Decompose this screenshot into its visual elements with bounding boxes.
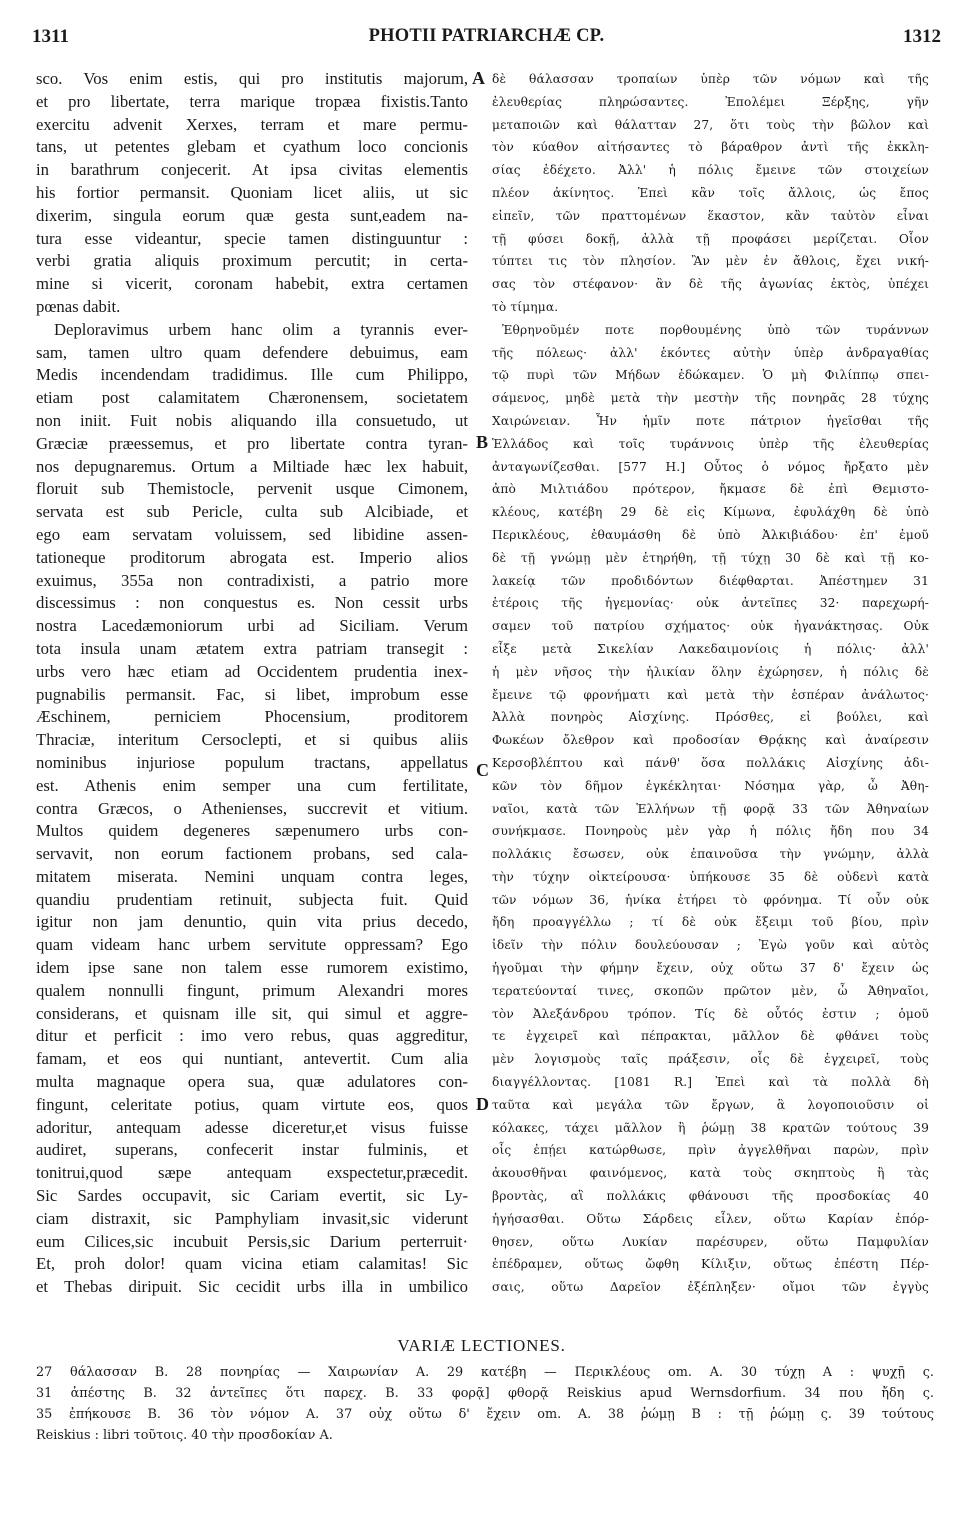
text-line: ἤδη προαγγέλλω ; τί δὲ οὐκ ἔξειμι τοῦ βίου, πρὶν xyxy=(492,915,929,930)
text-line: famam, et eos qui nuntiant, antevertit. Cum alia xyxy=(36,1049,468,1069)
text-line: est. Athenis enim semper una cum fertilitate, xyxy=(36,775,468,795)
text-line: nostra Lacedæmoniorum urbi ad Siciliam. Verum xyxy=(36,616,468,636)
text-line: dixerim, singula eorum quæ gesta sunt,eadem na- xyxy=(36,205,468,225)
text-line: audiret, superans, confecerit instar fulminis, et xyxy=(36,1140,468,1160)
page-header xyxy=(32,10,941,54)
text-line: βροντὰς, αἳ πολλάκις φθάνουσι τῆς προσδοκίας 40 xyxy=(492,1189,929,1204)
text-line: ἰδεῖν τὴν πόλιν δουλεύουσαν ; Ἐγὼ γοῦν καὶ αὐτὸς xyxy=(492,938,929,953)
text-line: his fortior permansit. Quoniam licet aliis, ut sic xyxy=(36,182,468,202)
text-line: Περικλέους, ἐθαυμάσθη δὲ ὑπὸ Ἀλκιβιάδου· ἐπ' ἐμοῦ xyxy=(492,527,929,542)
text-line: qualem nonnulli fingunt, primum Alexandri mores xyxy=(36,980,468,1000)
text-line: ἡγήσασθαι. Οὕτω Σάρδεις εἷλεν, οὕτω Καρίαν ἐπόρ- xyxy=(492,1211,929,1226)
text-line: συνήκμασε. Πονηροὺς μὲν γὰρ ἡ πόλις ἤδη που 34 xyxy=(492,824,929,839)
text-line: ἑτέροις τῆς ἡγεμονίας· οὐκ ἀντεῖπες 32· παρεχωρή- xyxy=(492,596,929,611)
text-line: fingunt, celeritate potius, quam virtute eos, quos xyxy=(36,1094,468,1114)
text-line: πολλάκις ἔσωσεν, οὐκ ἐπαινοῦσα τὴν γνώμην, ἀλλὰ xyxy=(492,847,929,862)
text-line: non iniit. Fuit nobis aliquando illa consuetudo, ut xyxy=(36,410,468,430)
text-line: μεταποιῶν καὶ θάλατταν 27, ὅτι τοὺς τὴν βῶλον καὶ xyxy=(492,117,929,132)
text-line: exuimus, 355a non contradixisti, a patrio more xyxy=(36,570,468,590)
running-title: PHOTII PATRIARCHÆ CP. xyxy=(368,26,605,46)
text-line: ἀπὸ Μιλτιάδου πρότερον, ἤκμασε δὲ ἐπὶ Θεμιστο- xyxy=(492,482,929,497)
text-line: Ἑλλάδος καὶ τοῖς τυράννοις ὑπὲρ τῆς ἐλευθερίας xyxy=(492,436,929,451)
text-line: Thraciæ, interitum Cersoclepti, et si quibus aliis xyxy=(36,730,468,750)
latin-column xyxy=(36,68,468,1299)
text-line: Medis incendendam tradidimus. Ille cum Philippo, xyxy=(36,365,468,385)
text-line: διαγγέλλοντας. [1081 R.] Ἐπεὶ καὶ τὰ πολλὰ δὴ xyxy=(492,1075,929,1090)
text-line: ἡγοῦμαι τὴν φήμην ἔχειν, οὐχ οὕτω 37 δ' ἔχειν ὡς xyxy=(492,961,929,976)
text-line: τὴν τύχην οἰκτείρουσα· ὑπήκουσε 35 δὲ οὐδενὶ κατὰ xyxy=(492,869,929,884)
text-line: ego eam servatam voluissem, sed libidine assen- xyxy=(36,524,468,544)
text-line: discessimus : non conquestus es. Non cessit urbs xyxy=(36,593,468,613)
text-line: Κερσοβλέπτου καὶ πάνθ' ὅσα πολλάκις Αἰσχίνης ἀδι- xyxy=(492,755,929,770)
text-line: considerans, et quisnam ille sit, qui simul et aggre- xyxy=(36,1003,468,1023)
text-line: θησεν, οὕτω Λυκίαν παρέσυρεν, οὕτω Παμφυλίαν xyxy=(492,1234,929,1249)
text-line: nos depugnaremus. Ortum a Miltiade hæc lex habuit, xyxy=(36,456,468,476)
text-line: τερατεύονταί τινες, σκοπῶν πρῶτον μὲν, ὦ Ἀθηναῖοι, xyxy=(492,983,929,998)
text-line: ἡ μὲν νῆσος τὴν ἡλικίαν ὅλην ἐχώρησεν, ἡ πόλις δὲ xyxy=(492,664,929,679)
text-line: nominibus injuriose populum tractans, appellatus xyxy=(36,752,468,772)
text-line: tota insula unam ætatem extra patriam transegit : xyxy=(36,638,468,658)
text-line: Reiskius : libri τοῦτοις. 40 τὴν προσδοκίαν A. xyxy=(36,1428,333,1443)
text-line: μὲν λογισμοὺς ταῖς πράξεσιν, οἷς δὲ ἐγχειρεῖ, τοὺς xyxy=(492,1052,929,1067)
text-line: servata est sub Pericle, culta sub Alcibiade, et xyxy=(36,502,468,522)
margin-marker-c: C xyxy=(476,760,489,780)
margin-marker-b: B xyxy=(476,432,489,452)
page-number-right: 1312 xyxy=(903,26,941,47)
text-line: tura esse videantur, specie tamen distinguuntur : xyxy=(36,228,468,248)
text-line: exercitu advenit Xerxes, terram et mare permu- xyxy=(36,114,468,134)
text-line: πλέον ἀκίνητος. Ἐπεὶ κἂν τοῖς ἄλλοις, ὡς ἔπος xyxy=(492,185,929,200)
variae-lectiones-heading: VARIÆ LECTIONES. xyxy=(397,1336,566,1355)
text-line: 31 ἀπέστης B. 32 ἀντεῖπες ὅτι παρεχ. B. 33 φορᾷ] φθορᾷ Reiskius apud Wernsdorfium. 34 που ἤδη ς. xyxy=(36,1386,934,1401)
text-line: in barathrum conjecerit. At ipsa civitas elementis xyxy=(36,160,468,180)
text-line: τύπτει τις τὸν πλησίον. Ἂν μὲν ἐν ἄθλοις, ἔχει νική- xyxy=(492,254,929,269)
text-line: τὸν Ἀλεξάνδρου τρόπον. Τίς δὲ οὗτός ἐστιν ; ὁμοῦ xyxy=(492,1006,929,1021)
text-line: ἐπέδραμεν, οὕτως ὤφθη Κίλιξιν, οὕτως ἐπέστη Πέρ- xyxy=(492,1257,929,1272)
text-line: Χαιρώνειαν. Ἦν ἡμῖν ποτε πάτριον ἡγεῖσθαι τῆς xyxy=(492,413,929,428)
text-line: κόλακες, τάχει μᾶλλον ἢ ῥώμῃ 38 κρατῶν τούτους 39 xyxy=(492,1120,929,1135)
page-number-left: 1311 xyxy=(32,26,69,47)
text-line: Et, proh dolor! quam vicina etiam calamitas! Sic xyxy=(36,1254,468,1274)
text-line: οἷς ἐπῄει κατώρθωσε, πρὶν ἀγγελθῆναι παρὼν, πρὶν xyxy=(492,1143,929,1158)
text-line: tans, ut petentes glebam et cyathum loco concionis xyxy=(36,137,468,157)
text-line: floruit sub Themistocle, pervenit usque Cimonem, xyxy=(36,479,468,499)
text-line: ἀκουσθῆναι φαινόμενος, κατὰ τοὺς σκηπτοὺς ἢ τὰς xyxy=(492,1166,929,1181)
text-line: quam videam hanc urbem servitute oppressam? Ego xyxy=(36,935,468,955)
text-line: κλέους, κατέβη 29 δὲ εἰς Κίμωνα, ἐφυλάχθη δὲ ὑπὸ xyxy=(492,505,929,520)
text-line: Æschinem, perniciem Phocensium, proditorem xyxy=(36,707,468,727)
text-line: ἔμεινε τῷ φρονήματι καὶ μετὰ τὴν ἑσπέραν ἀνάλωτος· xyxy=(492,687,929,702)
text-line: mitatem miserata. Nemini unquam contra leges, xyxy=(36,866,468,886)
text-line: σάμενος, μηδὲ μετὰ τὴν μεστὴν τῆς πονηρᾶς 28 τύχης xyxy=(492,391,929,406)
text-line: σαις, οὕτω Δαρεῖον ἐξέπληξεν· οἴμοι τῶν ἐγγὺς xyxy=(492,1280,929,1295)
text-line: adoritur, antequam adesse diceretur,et visus fuisse xyxy=(36,1117,468,1137)
text-line: mine si vicerit, coronam habebit, extra certamen xyxy=(36,274,468,294)
text-line: pœnas dabit. xyxy=(36,296,121,316)
text-line: 27 θάλασσαν B. 28 πονηρίας — Χαιρωνίαν A. 29 κατέβη — Περικλέους om. A. 30 τύχῃ A : ψυχῇ ς. xyxy=(36,1365,934,1380)
text-line: ταῦτα καὶ μεγάλα τῶν ἔργων, ἃ λογοποιοῦσιν οἱ xyxy=(492,1097,929,1112)
text-line: ditur et perficit : imo vero rebus, quas aggreditur, xyxy=(36,1026,468,1046)
text-line: Græciæ præessemus, et pro libertate contra tyran- xyxy=(36,433,468,453)
text-line: τὸν κύαθον αἰτήσαντες τὸ βάραθρον ἀντὶ τῆς ἐκκλη- xyxy=(492,140,929,155)
text-line: λακείᾳ τῶν προδιδόντων διέφθαρται. Ἀπέστημεν 31 xyxy=(492,573,929,588)
text-line: Deploravimus urbem hanc olim a tyrannis ever- xyxy=(54,319,468,339)
text-line: sam, tamen ultro quam defendere debuimus, eam xyxy=(36,342,468,362)
text-line: 35 ἐπήκουσε B. 36 τὸν νόμον A. 37 οὐχ οὕτω δ' ἔχειν om. A. 38 ῥώμῃ B : τῇ ῥώμῃ ς. 39 τούτους xyxy=(36,1407,934,1422)
text-line: et Thebas diripuit. Sic cecidit urbs illa in umbilico xyxy=(36,1277,468,1297)
text-line: tonitrui,quod sæpe antequam exspectetur,præcedit. xyxy=(36,1163,468,1183)
text-line: verbi gratia aliquis proximum percutit; in certa- xyxy=(36,251,468,271)
text-line: et pro libertate, terra marique tropæa fixistis.Tanto xyxy=(36,91,468,111)
text-line: ναῖοι, κατὰ τῶν Ἑλλήνων τῇ φορᾷ 33 τῶν Ἀθηναίων xyxy=(492,801,929,816)
text-line: σαμεν τοῦ πατρίου σχήματος· οὐκ ἠγανάκτησας. Οὐκ xyxy=(492,619,929,634)
text-line: σας τὸν στέφανον· ἂν δὲ τῆς ἀγωνίας ἐκτὸς, ὑπέχει xyxy=(492,277,929,292)
text-line: urbs vero hæc etiam ad Occidentem prudentia inex- xyxy=(36,661,468,681)
text-line: tationeque proditorum abrogata est. Imperio alios xyxy=(36,547,468,567)
text-line: Multos quidem degeneres sæpenumero urbs con- xyxy=(36,821,468,841)
text-line: τῆς πόλεως· ἀλλ' ἑκόντες αὐτὴν ὑπὲρ ἀνδραγαθίας xyxy=(492,345,929,360)
text-line: sco. Vos enim estis, qui pro institutis majorum, xyxy=(36,69,468,88)
text-line: quandiu prudentiam retinuit, subjecta fuit. Quid xyxy=(36,889,468,909)
text-line: σίας ἐδέχετο. Ἀλλ' ἡ πόλις ἔμεινε τῶν στοιχείων xyxy=(492,163,929,178)
text-line: Φωκέων ὄλεθρον καὶ προδοσίαν Θρᾴκης καὶ ἀναίρεσιν xyxy=(492,733,929,748)
text-line: κῶν τὸν δῆμον ἐγκέκληται· Νόσημα γὰρ, ὦ Ἀθη- xyxy=(492,778,929,793)
text-line: τῇ φύσει δοκῇ, ἀλλὰ τῇ προφάσει μερίζεται. Οἷον xyxy=(492,231,929,246)
text-line: Ἐθρηνοῦμέν ποτε πορθουμένης ὑπὸ τῶν τυράννων xyxy=(502,322,929,337)
text-line: δὲ τῇ γνώμῃ μὲν ἐτηρήθη, τῇ τύχῃ 30 δὲ καὶ τῇ κο- xyxy=(492,550,929,565)
text-line: δὲ θάλασσαν τροπαίων ὑπὲρ τῶν νόμων καὶ τῆς xyxy=(492,72,929,86)
text-line: ἐλευθερίας πληρώσαντες. Ἐπολέμει Ξέρξης, γῆν xyxy=(492,94,929,109)
text-line: pugnabilis permansit. Fac, si libet, improbum esse xyxy=(36,684,468,704)
text-line: τε ἐγχειρεῖ καὶ πέπρακται, μᾶλλον δὲ φθάνει τοὺς xyxy=(492,1029,929,1044)
margin-marker-d: D xyxy=(476,1094,489,1114)
text-line: Sic Sardes occupavit, sic Cariam evertit, sic Ly- xyxy=(36,1186,468,1206)
text-line: ἀνταγωνίζεσθαι. [577 H.] Οὗτος ὁ νόμος ἤρξατο μὲν xyxy=(492,459,929,474)
text-line: εἶξε μετὰ Σικελίαν Λακεδαιμονίοις ἡ πόλις· ἀλλ' xyxy=(492,641,929,656)
text-line: etiam post calamitatem Chæronensem, societatem xyxy=(36,388,468,408)
variae-lectiones-notes xyxy=(36,1362,934,1446)
text-line: τῷ πυρὶ τῶν Μήδων ἐδώκαμεν. Ὁ μὴ Φιλίππῳ σπει- xyxy=(492,368,929,383)
greek-column xyxy=(492,68,929,1299)
text-line: εἰπεῖν, τῶν πραττομένων ἕκαστον, κἂν ταὐτὸν εἶναι xyxy=(492,208,929,223)
text-line: Ἀλλὰ πονηρὸς Αἰσχίνης. Πρόσθες, εἰ βούλει, καὶ xyxy=(492,710,929,725)
text-line: eum Cilices,sic incubuit Persis,sic Darium perterruit· xyxy=(36,1231,468,1251)
text-line: servavit, non eorum factionem probans, sed cala- xyxy=(36,844,468,864)
text-line: multa magnaque opera sua, quæ adulatores con- xyxy=(36,1072,468,1092)
text-line: contra Græcos, o Athenienses, succrevit et vitium. xyxy=(36,798,468,818)
text-line: idem ipse sane non talem esse rumorem existimo, xyxy=(36,958,468,978)
text-line: τὸ τίμημα. xyxy=(492,299,559,314)
text-line: τῶν νόμων 36, ἡνίκα ἐτήρει τὸ φρόνημα. Τί οὖν οὐκ xyxy=(492,892,929,907)
text-line: igitur non jam denuntio, quin vita prius decedo, xyxy=(36,912,468,932)
margin-marker-a: A xyxy=(472,68,485,88)
text-line: ciam distraxit, sic Pamphyliam invasit,sic viderunt xyxy=(36,1208,468,1228)
